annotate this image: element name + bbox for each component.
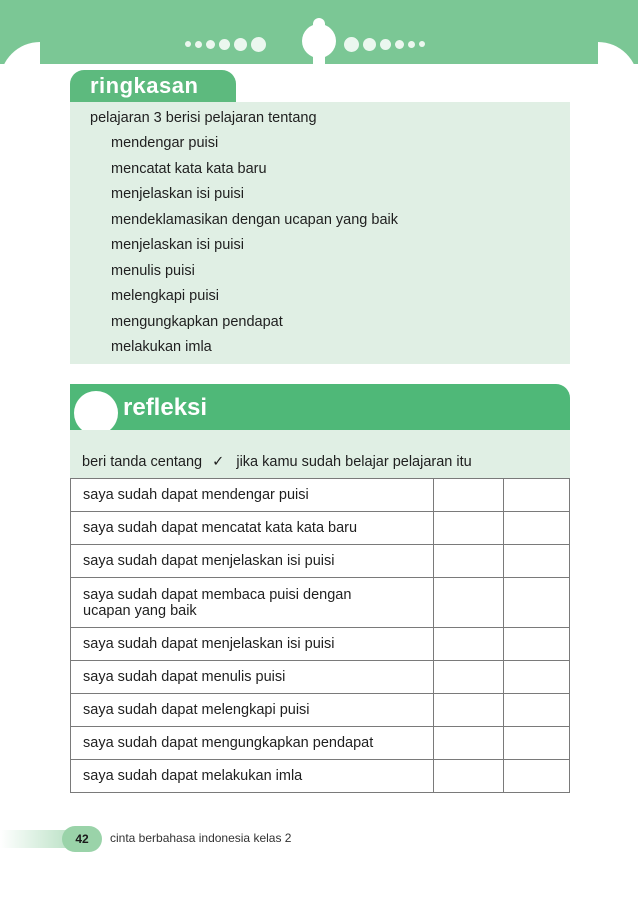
statement-cell	[71, 479, 434, 512]
check-cell[interactable]	[433, 578, 504, 628]
ringkasan-intro: pelajaran 3 berisi pelajaran tentang	[90, 110, 317, 126]
ringkasan-item: mendeklamasikan dengan ucapan yang baik	[111, 211, 398, 228]
refleksi-table	[70, 478, 570, 793]
check-cell[interactable]	[433, 661, 504, 694]
check-cell[interactable]	[433, 479, 504, 512]
ringkasan-item: mencatat kata kata baru	[111, 160, 267, 177]
ringkasan-item: menulis puisi	[111, 262, 195, 279]
page-number: 42	[62, 826, 102, 852]
check-cell[interactable]	[504, 694, 570, 727]
statement-cell	[71, 545, 434, 578]
table-row	[71, 512, 570, 545]
check-cell[interactable]	[504, 479, 570, 512]
header-dot	[219, 39, 230, 50]
ringkasan-item: mendengar puisi	[111, 135, 219, 151]
check-cell[interactable]	[433, 628, 504, 661]
check-cell[interactable]	[504, 727, 570, 760]
ringkasan-item: mengungkapkan pendapat	[111, 313, 283, 330]
check-cell[interactable]	[433, 760, 504, 793]
ringkasan-item: menjelaskan isi puisi	[111, 237, 244, 253]
check-cell[interactable]	[433, 727, 504, 760]
check-cell[interactable]	[504, 628, 570, 661]
header-dot	[408, 41, 415, 48]
checkmark-icon: ✓	[212, 454, 225, 470]
ringkasan-item: melengkapi puisi	[111, 288, 220, 304]
check-cell[interactable]	[433, 545, 504, 578]
statement-text: ucapan yang baik	[83, 602, 197, 619]
refleksi-instruction	[82, 454, 472, 470]
instruction-text-before: beri tanda centang	[82, 454, 203, 470]
header-dot	[185, 41, 191, 47]
statement-cell	[71, 661, 434, 694]
instruction-text-after: jika kamu sudah belajar pelajaran itu	[236, 454, 472, 470]
refleksi-title: refleksi	[123, 394, 208, 421]
ringkasan-title: ringkasan	[90, 73, 199, 98]
check-cell[interactable]	[433, 694, 504, 727]
statement-text: saya sudah dapat mendengar puisi	[83, 487, 309, 503]
header-dot	[395, 40, 404, 49]
header-dot	[251, 37, 266, 52]
header-dot	[419, 41, 425, 47]
header-dot	[206, 40, 215, 49]
header-dot	[344, 37, 359, 52]
table-row	[71, 694, 570, 727]
check-cell[interactable]	[504, 578, 570, 628]
ringkasan-item: melakukan imla	[111, 339, 212, 355]
statement-text: saya sudah dapat mengungkapkan pendapat	[83, 735, 374, 751]
statement-text: saya sudah dapat melengkapi puisi	[83, 702, 310, 718]
statement-text: saya sudah dapat membaca puisi dengan	[83, 586, 352, 603]
ringkasan-item: menjelaskan isi puisi	[111, 186, 244, 202]
header-dot	[363, 38, 376, 51]
check-cell[interactable]	[433, 512, 504, 545]
header-dot	[234, 38, 247, 51]
table-row	[71, 760, 570, 793]
statement-cell	[71, 512, 434, 545]
check-cell[interactable]	[504, 512, 570, 545]
book-title: cinta berbahasa indonesia kelas 2	[110, 831, 292, 845]
header-dot	[380, 39, 391, 50]
header-dot	[195, 41, 202, 48]
refleksi-circle-icon	[74, 391, 118, 435]
statement-cell	[71, 628, 434, 661]
statement-text: saya sudah dapat menjelaskan isi puisi	[83, 553, 335, 569]
table-row	[71, 727, 570, 760]
table-row	[71, 479, 570, 512]
statement-cell	[71, 760, 434, 793]
table-row	[71, 628, 570, 661]
table-row	[71, 578, 570, 628]
header-ornament-stem-bottom	[313, 52, 325, 68]
statement-cell	[71, 694, 434, 727]
statement-cell	[71, 578, 434, 628]
check-cell[interactable]	[504, 545, 570, 578]
table-row	[71, 545, 570, 578]
statement-text: saya sudah dapat mencatat kata kata baru	[83, 520, 358, 536]
check-cell[interactable]	[504, 760, 570, 793]
statement-cell	[71, 727, 434, 760]
statement-text: saya sudah dapat menjelaskan isi puisi	[83, 636, 335, 652]
table-row	[71, 661, 570, 694]
statement-text: saya sudah dapat melakukan imla	[83, 768, 303, 784]
check-cell[interactable]	[504, 661, 570, 694]
statement-text: saya sudah dapat menulis puisi	[83, 669, 286, 685]
